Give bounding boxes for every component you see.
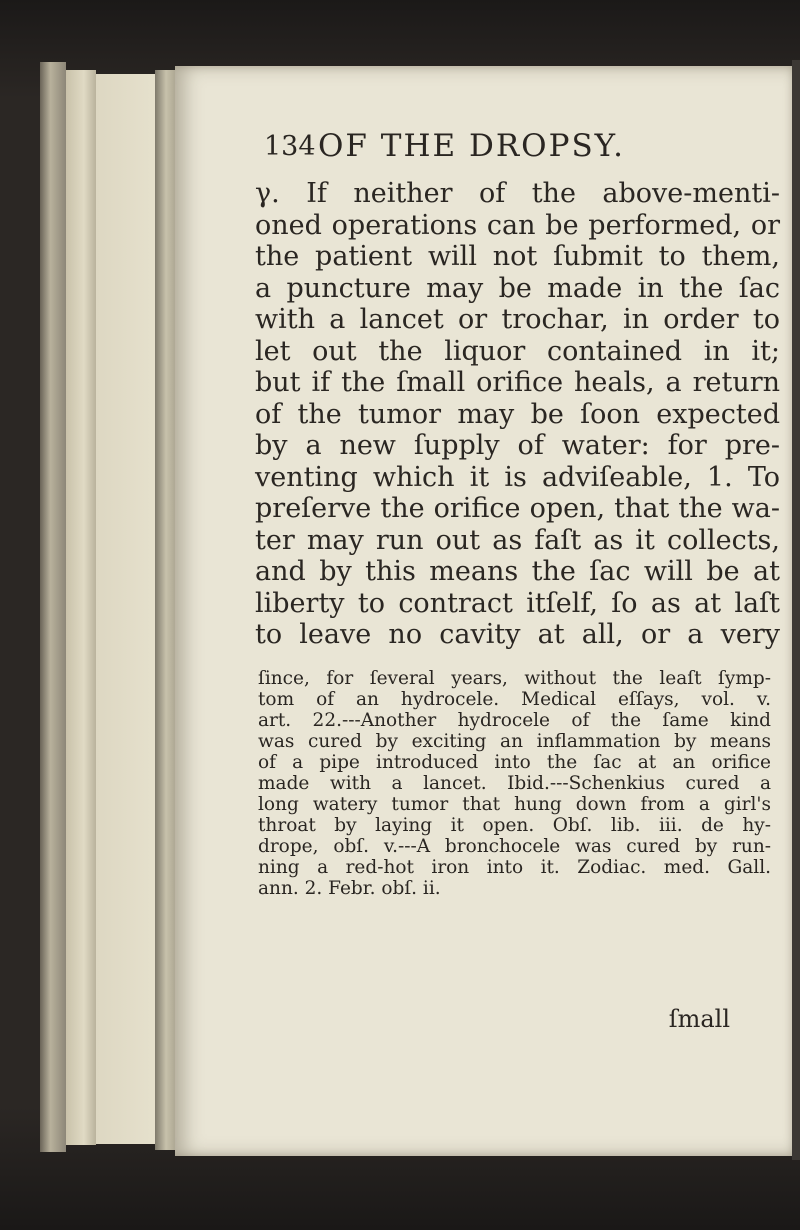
footnote-line: ann. 2. Febr. obſ. ii.: [258, 878, 441, 899]
footnote-line: art. 22.---Another hydrocele of the ſame kind: [258, 710, 771, 731]
page-number: 134: [264, 131, 316, 162]
footnote-line: tom of an hydrocele. Medical eſſays, vol. v.: [258, 689, 771, 710]
footnote-line: made with a lancet. Ibid.---Schenkius cured a: [258, 773, 771, 794]
footnote-line: was cured by exciting an inflammation by means: [258, 731, 771, 752]
body-line: γ. If neither of the above-menti-: [255, 178, 780, 209]
footnote-line: ning a red-hot iron into it. Zodiac. med. Gall.: [258, 857, 771, 878]
body-line: a puncture may be made in the ſac: [255, 272, 780, 304]
body-line: to leave no cavity at all, or a very: [255, 619, 780, 650]
footnote: [258, 668, 771, 899]
page-edges: [40, 62, 66, 1152]
footnote-line: long watery tumor that hung down from a girl's: [258, 794, 771, 815]
body-line: and by this means the ſac will be at: [255, 556, 780, 587]
body-line: liberty to contract itſelf, ſo as at laſt: [255, 587, 780, 619]
scan-border: [792, 60, 800, 1160]
body-text: [255, 178, 780, 651]
page-edges-inner: [66, 70, 96, 1145]
footnote-line: throat by laying it open. Obſ. lib. iii. de hy-: [258, 815, 771, 836]
catchword: ſmall: [668, 1005, 730, 1033]
body-line: but if the ſmall orifice heals, a return: [255, 367, 780, 398]
body-line: preſerve the orifice open, that the wa-: [255, 493, 780, 524]
body-line: let out the liquor contained in it;: [255, 335, 780, 367]
body-line: with a lancet or trochar, in order to: [255, 304, 780, 335]
running-head: OF THE DROPSY.: [318, 128, 625, 164]
book-gutter: [155, 70, 177, 1150]
body-line: oned operations can be performed, or: [255, 209, 780, 241]
footnote-line: drope, obſ. v.---A bronchocele was cured by run-: [258, 836, 771, 857]
body-line: ter may run out as faſt as it collects,: [255, 524, 780, 556]
footnote-line: ſince, for ſeveral years, without the leaſt ſymp-: [258, 668, 771, 689]
body-line: the patient will not ſubmit to them,: [255, 241, 780, 272]
facing-page-margin: [96, 74, 158, 1144]
body-line: of the tumor may be ſoon expected: [255, 398, 780, 430]
body-line: by a new ſupply of water: for pre-: [255, 430, 780, 461]
footnote-line: of a pipe introduced into the ſac at an orifice: [258, 752, 771, 773]
body-line: venting which it is adviſeable, 1. To: [255, 461, 780, 493]
